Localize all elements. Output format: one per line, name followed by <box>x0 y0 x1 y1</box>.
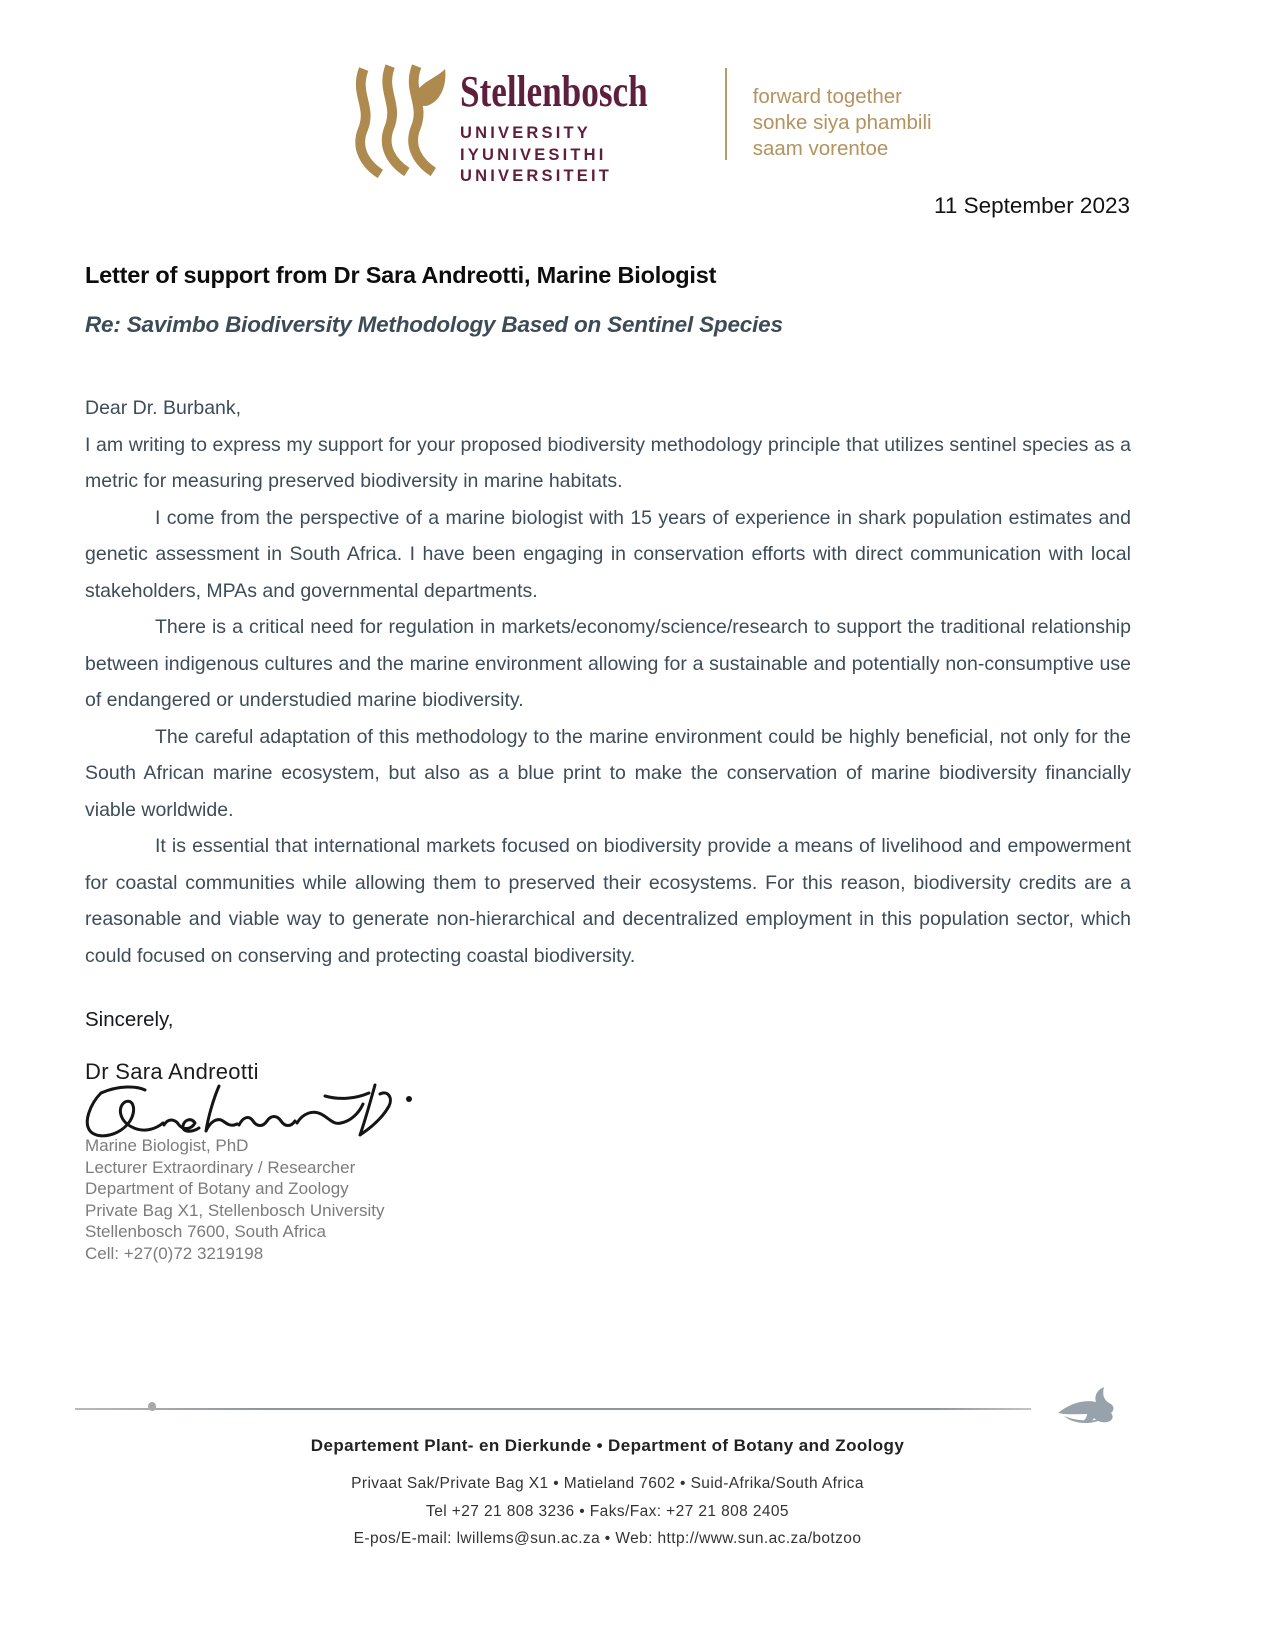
letter-subject-line: Re: Savimbo Biodiversity Methodology Based on Sentinel Species <box>85 312 783 337</box>
credential-address-1: Private Bag X1, Stellenbosch University <box>85 1200 385 1220</box>
paragraph-2: I come from the perspective of a marine biologist with 15 years of experience in shark population estimates and genetic assessment in South Africa. I have been engaging in conservation efforts with direct communication with local stakeholders, MPAs and governmental departments. <box>85 506 1131 602</box>
signature-credentials <box>85 1135 1131 1264</box>
logo-mark-loop <box>415 69 445 106</box>
logo-tagline <box>753 62 932 162</box>
logo-sub-university: UNIVERSITY <box>460 124 592 142</box>
footer-email-web: E-pos/E-mail: lwillems@sun.ac.za • Web: http://www.sun.ac.za/botzoo <box>353 1530 862 1547</box>
paragraph-4: The careful adaptation of this methodology to the marine environment could be highly beneficial, not only for the South African marine ecosystem, but also as a blue print to make the conservation of marine biodiversity financially viable worldwide. <box>85 725 1131 821</box>
footer-divider-line <box>75 1408 1031 1410</box>
paragraph-1: I am writing to express my support for your proposed biodiversity methodology principle that utilizes sentinel species as a metric for measuring preserved biodiversity in marine habitats. <box>85 433 1131 492</box>
credential-department: Department of Botany and Zoology <box>85 1179 349 1198</box>
credential-cell: Cell: +27(0)72 3219198 <box>85 1243 264 1263</box>
footer-address: Privaat Sak/Private Bag X1 • Matieland 7602 • Suid-Afrika/South Africa <box>351 1475 864 1492</box>
footer-contact-block <box>85 1470 1130 1553</box>
shark-icon <box>1056 1383 1118 1427</box>
logo-divider <box>725 68 727 160</box>
signatory-name: Dr Sara Andreotti <box>85 1059 259 1084</box>
credential-role: Marine Biologist, PhD <box>85 1136 249 1155</box>
letter-body <box>85 390 1131 974</box>
logo-wordmark-block <box>460 62 695 188</box>
logo-sub-universiteit: UNIVERSITEIT <box>460 167 613 185</box>
logo-sub-iyunivesithi: IYUNIVESITHI <box>460 145 607 164</box>
letter-date: 11 September 2023 <box>934 193 1130 218</box>
credential-address-2: Stellenbosch 7600, South Africa <box>85 1222 326 1241</box>
footer-department: Departement Plant- en Dierkunde • Department of Botany and Zoology <box>310 1436 905 1455</box>
letterhead-footer <box>85 1436 1130 1553</box>
scan-artifact-dot <box>148 1402 156 1411</box>
tagline-line-3: saam vorentoe <box>752 137 889 160</box>
letter-title: Letter of support from Dr Sara Andreotti, Marine Biologist <box>85 262 717 288</box>
credential-position: Lecturer Extraordinary / Researcher <box>85 1157 356 1177</box>
paragraph-5: It is essential that international markets focused on biodiversity provide a means of livelihood and empowerment for coastal communities while allowing them to preserved their ecosystems. For this reason, biodiversity credits are a reasonable and viable way to generate non-hierarchical and decentralized employment in this population sector, which could focused on conserving and protecting coastal biodiversity. <box>85 835 1131 967</box>
paragraph-3: There is a critical need for regulation in markets/economy/science/research to support the traditional relationship between indigenous cultures and the marine environment allowing for a sustainable and potentially non-consumptive use of endangered or understudied marine biodiversity. <box>85 616 1131 711</box>
tagline-line-1: forward together <box>752 85 902 108</box>
closing: Sincerely, <box>85 1008 174 1031</box>
university-logo <box>350 62 932 188</box>
signature-dot <box>406 1096 412 1102</box>
footer-phone: Tel +27 21 808 3236 • Faks/Fax: +27 21 808 2405 <box>426 1502 789 1520</box>
stellenbosch-logo-mark-icon <box>350 62 448 180</box>
tagline-line-2: sonke siya phambili <box>752 111 932 134</box>
greeting: Dear Dr. Burbank, <box>85 397 242 419</box>
logo-wordmark: Stellenbosch <box>460 67 648 116</box>
letter-content <box>85 262 1131 1264</box>
